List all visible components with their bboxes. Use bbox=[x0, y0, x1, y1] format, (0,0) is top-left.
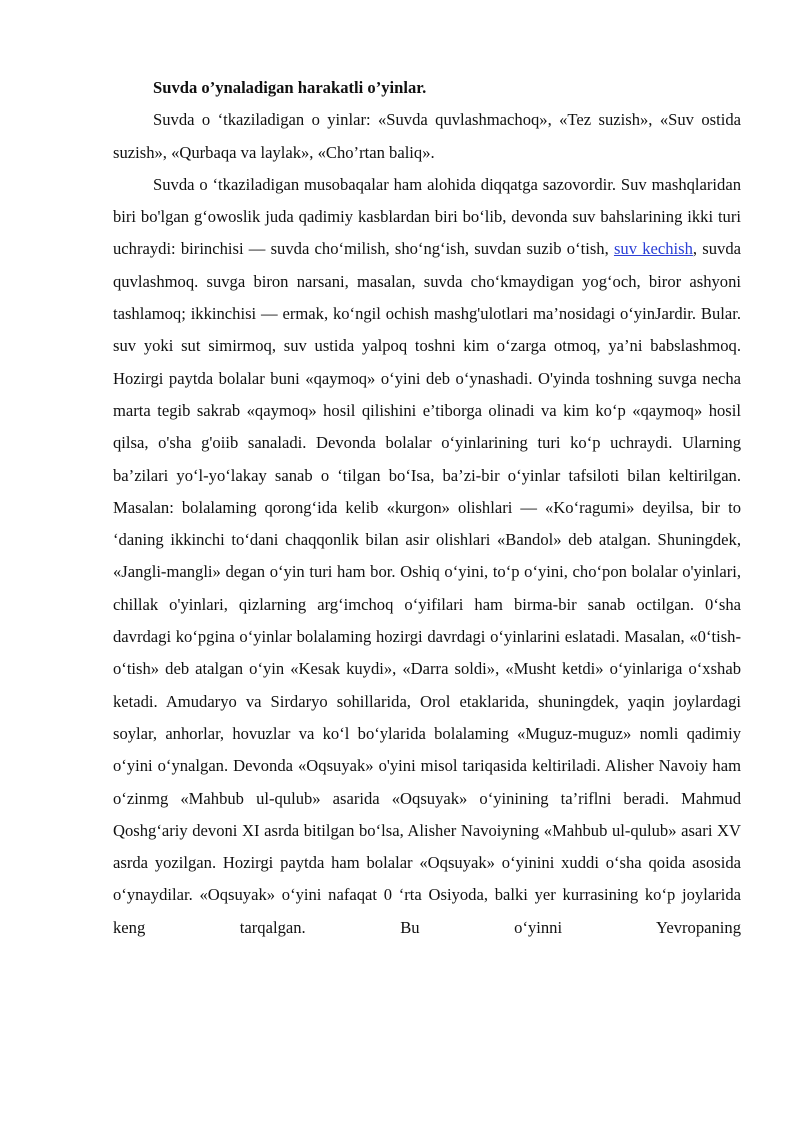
document-page bbox=[113, 72, 741, 944]
paragraph-water-competitions bbox=[113, 169, 741, 944]
suv-kechish-link[interactable]: suv kechish bbox=[613, 239, 693, 259]
paragraph-text-before-link: Suvda o ‘tkaziladigan musobaqalar ham alohida diqqatga sazovordir. Suv mashqlaridan biri bo'lgan g‘owoslik juda qadimiy kasblardan biri bo‘lib, devonda suv bahslarining ikki turi uchraydi: birinchisi — suvda cho‘milish, sho‘ng‘ish, suvdan suzib o‘tish, bbox=[113, 174, 741, 259]
section-heading: Suvda o’ynaladigan harakatli o’yinlar. bbox=[153, 78, 427, 97]
paragraph-water-games-list: Suvda o ‘tkaziladigan o yinlar: «Suvda quvlashmachoq», «Tez suzish», «Suv ostida suzish», «Qurbaqa va laylak», «Cho’rtan baliq». bbox=[113, 110, 741, 162]
paragraph-text-after-link: , suvda quvlashmoq. suvga biron narsani, masalan, suvda cho‘kmaydigan yog‘och, biror ashyoni tashlamoq; ikkinchisi — ermak, ko‘ngil ochish mashg'ulotlari ma’nosidagi o‘yinJardir. Bular. suv yoki sut simirmoq, suv ustida yalpoq toshni kim o‘zarga otmoq, ya’ni babslashmoq. Hozirgi paytda bolalar buni «qaymoq» o‘yini deb o‘ynashadi. O'yinda toshning suvga necha marta tegib sakrab «qaymoq» hosil qilishini e’tiborga olinadi va kim ko‘p «qaymoq» hosil qilsa, o'sha g'oiib sanaladi. Devonda bolalar o‘yinlarining turi ko‘p uchraydi. Ularning ba’zilari yo‘l-yo‘lakay sanab o ‘tilgan bo‘Isa, ba’zi-bir o‘yinlar tafsiloti bilan keltirilgan. Masalan: bolalaming qorong‘ida kelib «kurgon» olishlari — «Ko‘ragumi» deyilsa, bir to ‘daning ikkinchi to‘dani chaqqonlik bilan asir olishlari «Bandol» deb atalgan. Shuningdek, «Jangli-mangli» degan o‘yin turi ham bor. Oshiq o‘yini, to‘p o‘yini, cho‘pon bolalar o'yinlari, chillak o'yinlari, qizlarning arg‘imchoq o‘yifilari ham birma-bir sanab octilgan. 0‘sha davrdagi ko‘pgina o‘yinlar bolalaming hozirgi davrdagi o‘yinlarini eslatadi. Masalan, «0‘tish-o‘tish» deb atalgan o‘yin «Kesak kuydi», «Darra soldi», «Musht ketdi» o‘yinlariga o‘xshab ketadi. Amudaryo va Sirdaryo sohillarida, Orol etaklarida, shuningdek, yaqin joylardagi soylar, anhorlar, hovuzlar va ko‘l bo‘ylarida bolalaming «Muguz-muguz» nomli qadimiy o‘yini o‘ynalgan. Devonda «Oqsuyak» o'yini misol tariqasida keltiriladi. Alisher Navoiy ham o‘zinmg «Mahbub ul-qulub» asarida «Oqsuyak» o‘yinining ta’riflni beradi. Mahmud Qoshg‘ariy devoni XI asrda bitilgan bo‘lsa, Alisher Navoiyning «Mahbub ul-qulub» asari XV asrda yozilgan. Hozirgi paytda ham bolalar «Oqsuyak» o‘yinini xuddi o‘sha qoida asosida o‘ynaydilar. «Oqsuyak» o‘yini nafaqat 0 ‘rta Osiyoda, balki yer kurrasining ko‘p joylarida keng tarqalgan. Bu o‘yinni Yevropaning bbox=[113, 239, 742, 937]
